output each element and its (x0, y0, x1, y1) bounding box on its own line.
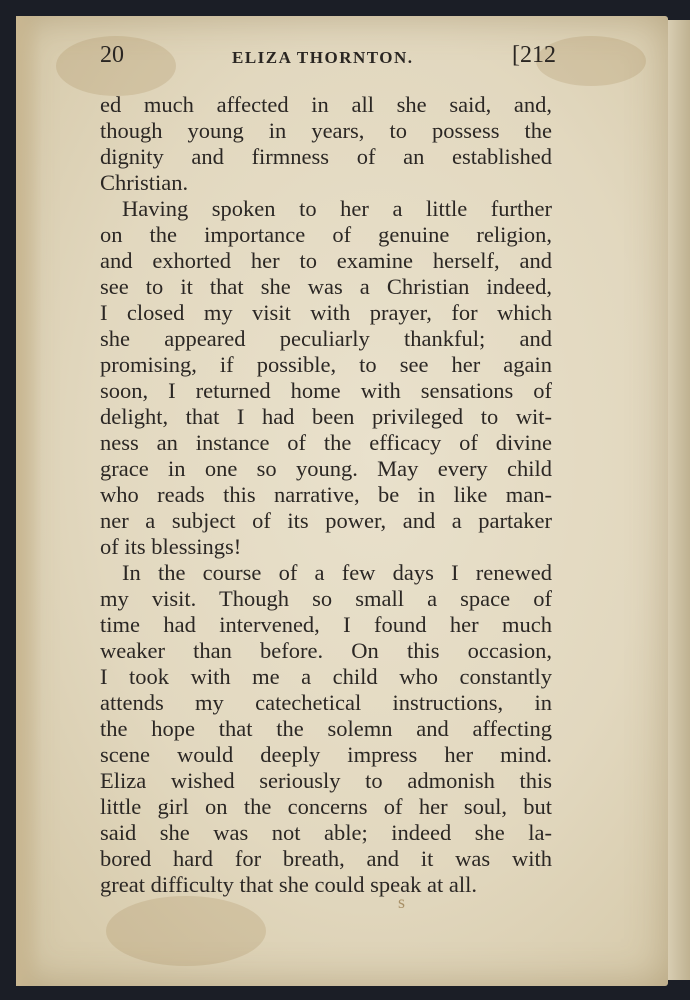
running-title: ELIZA THORNTON. (232, 48, 414, 67)
body-text (100, 92, 552, 898)
paper-stain (106, 896, 266, 966)
text-line: time had intervened, I found her much (100, 612, 552, 637)
text-line: Having spoken to her a little further (122, 196, 552, 221)
text-line: grace in one so young. May every child (100, 456, 552, 481)
text-line: the hope that the solemn and affecting (100, 716, 552, 741)
text-line: attends my catechetical instructions, in (100, 690, 552, 715)
text-line: scene would deeply impress her mind. (100, 742, 552, 767)
paragraph (100, 92, 552, 196)
section-number: [212 (512, 42, 556, 68)
page-header (100, 42, 556, 76)
printer-mark: s (398, 892, 406, 912)
paragraph (100, 560, 552, 898)
text-line: ed much affected in all she said, and, (100, 92, 552, 117)
text-line: In the course of a few days I renewed (122, 560, 552, 585)
text-line: I closed my visit with prayer, for which (100, 300, 552, 325)
text-line: bored hard for breath, and it was with (100, 846, 552, 871)
text-line: soon, I returned home with sensations of (100, 378, 552, 403)
text-line: little girl on the concerns of her soul, but (100, 794, 552, 819)
text-line: I took with me a child who constantly (100, 664, 552, 689)
text-line: see to it that she was a Christian indeed, (100, 274, 552, 299)
text-line: delight, that I had been privileged to wit- (100, 404, 552, 429)
text-line: my visit. Though so small a space of (100, 586, 552, 611)
text-line: Christian. (100, 170, 189, 195)
text-line: though young in years, to possess the (100, 118, 552, 143)
adjacent-page-edge (668, 20, 690, 980)
text-line: ness an instance of the efficacy of divine (100, 430, 552, 455)
text-line: weaker than before. On this occasion, (100, 638, 552, 663)
text-line: promising, if possible, to see her again (100, 352, 552, 377)
text-line: on the importance of genuine religion, (100, 222, 552, 247)
text-line: she appeared peculiarly thankful; and (100, 326, 552, 351)
text-line: great difficulty that she could speak at all. (100, 872, 477, 897)
text-line: of its blessings! (100, 534, 242, 559)
paragraph (100, 196, 552, 560)
page-number: 20 (100, 42, 124, 68)
text-line: said she was not able; indeed she la- (100, 820, 552, 845)
text-line: and exhorted her to examine herself, and (100, 248, 552, 273)
text-line: Eliza wished seriously to admonish this (100, 768, 552, 793)
text-line: ner a subject of its power, and a partaker (100, 508, 552, 533)
text-line: dignity and firmness of an established (100, 144, 552, 169)
text-line: who reads this narrative, be in like man- (100, 482, 552, 507)
